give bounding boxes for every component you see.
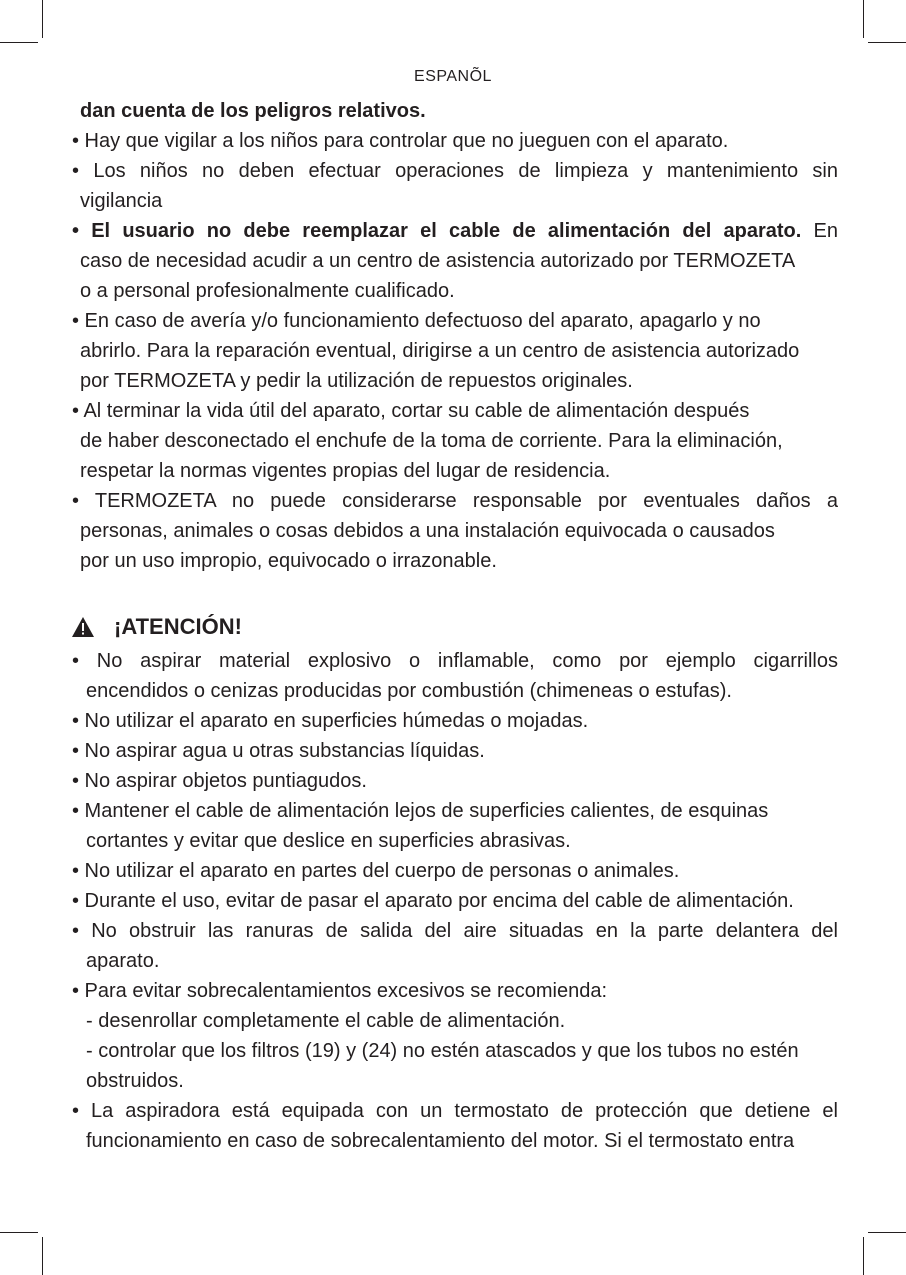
text-line: abrirlo. Para la reparación eventual, dirigirse a un centro de asistencia autorizado [80, 340, 800, 362]
text-line: respetar la normas vigentes propias del lugar de residencia. [80, 460, 611, 482]
list-item: • No aspirar material explosivo o inflamable, como por ejemplo cigarrillos [72, 650, 838, 672]
list-item: • Los niños no deben efectuar operaciones de limpieza y mantenimiento sin [72, 160, 838, 182]
text-line: aparato. [86, 950, 160, 972]
bold-warning-text: • El usuario no debe reemplazar el cable de alimentación del aparato. [72, 220, 802, 242]
text-line: cortantes y evitar que deslice en superficies abrasivas. [86, 830, 571, 852]
text-line: de haber desconectado el enchufe de la toma de corriente. Para la eliminación, [80, 430, 783, 452]
list-item: • No obstruir las ranuras de salida del aire situadas en la parte delantera del [72, 920, 838, 942]
crop-mark [868, 42, 906, 43]
crop-mark [863, 1237, 864, 1275]
text-line: En [813, 220, 838, 242]
list-item: • La aspiradora está equipada con un termostato de protección que detiene el [72, 1100, 838, 1122]
spacer [72, 576, 838, 608]
text-line: encendidos o cenizas producidas por combustión (chimeneas o estufas). [86, 680, 732, 702]
list-item: • No aspirar agua u otras substancias líquidas. [72, 740, 485, 762]
list-item: • Para evitar sobrecalentamientos excesivos se recomienda: [72, 980, 608, 1002]
list-item: • En caso de avería y/o funcionamiento defectuoso del aparato, apagarlo y no [72, 310, 761, 332]
manual-body [72, 96, 838, 1156]
text-line: personas, animales o cosas debidos a una instalación equivocada o causados [80, 520, 775, 542]
text-line: dan cuenta de los peligros relativos. [80, 100, 426, 122]
list-item [72, 216, 838, 246]
warning-triangle-icon [72, 617, 94, 637]
crop-mark [868, 1232, 906, 1233]
list-item: • No utilizar el aparato en superficies húmedas o mojadas. [72, 710, 589, 732]
crop-mark [0, 1232, 38, 1233]
text-line: por TERMOZETA y pedir la utilización de repuestos originales. [80, 370, 633, 392]
list-item: • No aspirar objetos puntiagudos. [72, 770, 367, 792]
crop-mark [42, 0, 43, 38]
text-line: caso de necesidad acudir a un centro de asistencia autorizado por TERMOZETA [80, 250, 796, 272]
list-item: • Hay que vigilar a los niños para controlar que no jueguen con el aparato. [72, 130, 729, 152]
warning-heading [72, 608, 838, 646]
warning-title: ¡ATENCIÓN! [114, 614, 242, 639]
list-item: • Mantener el cable de alimentación lejos de superficies calientes, de esquinas [72, 800, 769, 822]
crop-mark [0, 42, 38, 43]
list-item: • Al terminar la vida útil del aparato, cortar su cable de alimentación después [72, 400, 750, 422]
sub-list-item: - desenrollar completamente el cable de alimentación. [86, 1010, 566, 1032]
page-header-language: ESPANÕL [414, 68, 492, 85]
text-line: por un uso impropio, equivocado o irrazonable. [80, 550, 497, 572]
text-line: obstruidos. [86, 1070, 184, 1092]
text-line: funcionamiento en caso de sobrecalentamiento del motor. Si el termostato entra [86, 1130, 795, 1152]
crop-mark [863, 0, 864, 38]
sub-list-item: - controlar que los filtros (19) y (24) no estén atascados y que los tubos no estén [86, 1040, 799, 1062]
crop-mark [42, 1237, 43, 1275]
text-line: vigilancia [80, 190, 163, 212]
list-item: • No utilizar el aparato en partes del cuerpo de personas o animales. [72, 860, 680, 882]
text-line: o a personal profesionalmente cualificado. [80, 280, 455, 302]
list-item: • TERMOZETA no puede considerarse responsable por eventuales daños a [72, 490, 838, 512]
list-item: • Durante el uso, evitar de pasar el aparato por encima del cable de alimentación. [72, 890, 794, 912]
